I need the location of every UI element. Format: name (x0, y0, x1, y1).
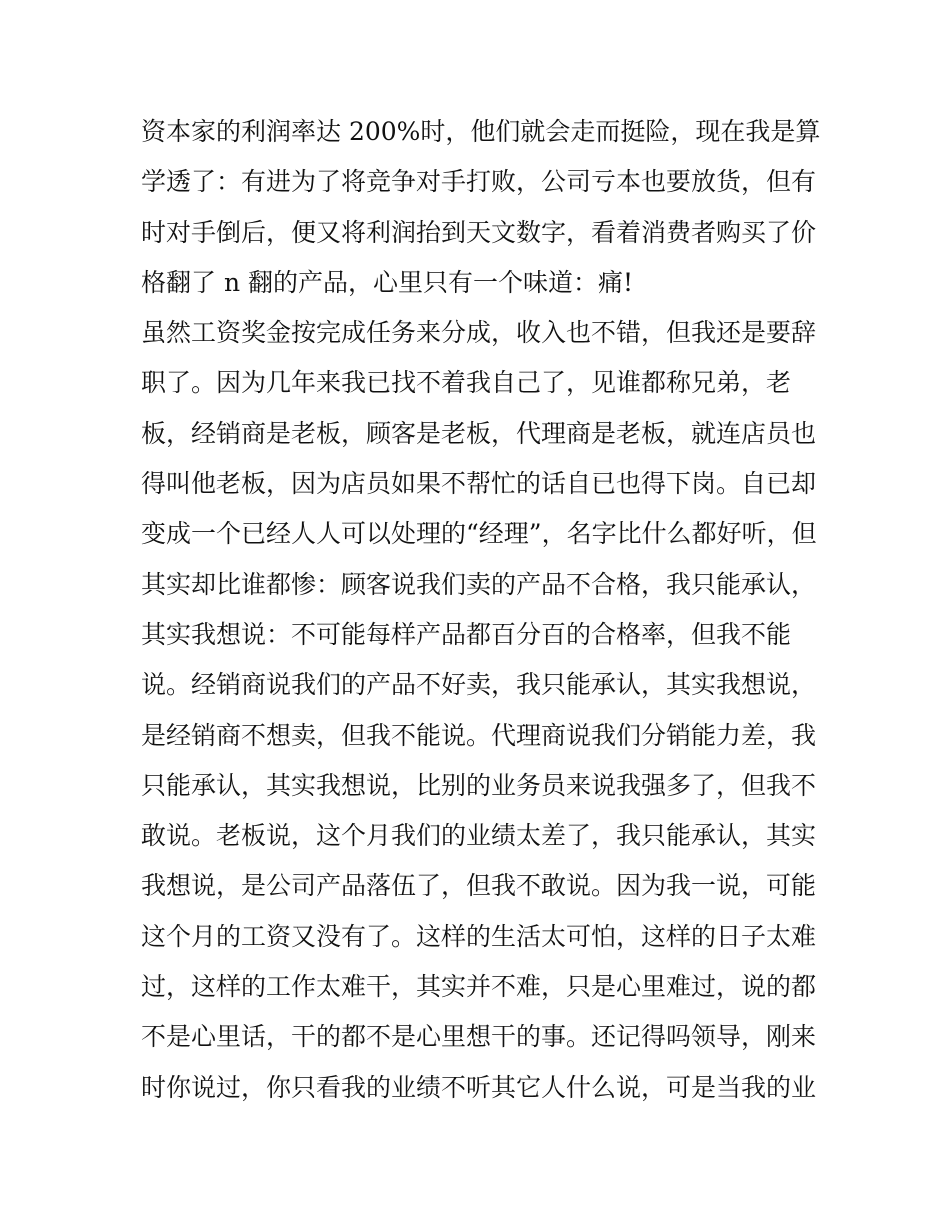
text-line: 变成一个已经人人可以处理的“经理”，名字比什么都好听，但 (141, 519, 817, 549)
text-line: 时对手倒后，便又将利润抬到天文数字，看着消费者购买了价 (141, 217, 817, 247)
text-line: 虽然工资奖金按完成任务来分成，收入也不错，但我还是要辞 (141, 318, 817, 348)
text-line: 敢说。老板说，这个月我们的业绩太差了，我只能承认，其实 (141, 821, 817, 851)
text-line: 这个月的工资又没有了。这样的生活太可怕，这样的日子太难 (141, 921, 817, 951)
text-line: 我想说，是公司产品落伍了，但我不敢说。因为我一说，可能 (141, 871, 817, 901)
text-line: 职了。因为几年来我已找不着我自己了，见谁都称兄弟，老 (141, 368, 792, 398)
text-line: 时你说过，你只看我的业绩不听其它人什么说，可是当我的业 (141, 1072, 817, 1102)
text-line: 过，这样的工作太难干，其实并不难，只是心里难过，说的都 (141, 972, 817, 1002)
text-line: 只能承认，其实我想说，比别的业务员来说我强多了，但我不 (141, 770, 817, 800)
text-line: 说。经销商说我们的产品不好卖，我只能承认，其实我想说， (141, 670, 817, 700)
text-line: 得叫他老板，因为店员如果不帮忙的话自已也得下岗。自已却 (141, 469, 817, 499)
text-line: 其实却比谁都惨：顾客说我们卖的产品不合格，我只能承认， (141, 569, 817, 599)
text-line: 格翻了 n 翻的产品，心里只有一个味道：痛! (141, 267, 634, 297)
document-body (141, 107, 821, 1113)
text-line: 板，经销商是老板，顾客是老板，代理商是老板，就连店员也 (141, 418, 817, 448)
text-line: 其实我想说：不可能每样产品都百分百的合格率，但我不能 (141, 619, 792, 649)
text-line: 不是心里话，干的都不是心里想干的事。还记得吗领导，刚来 (141, 1022, 817, 1052)
text-line: 资本家的利润率达 200%时，他们就会走而挺险，现在我是算 (141, 117, 821, 146)
text-line: 学透了：有进为了将竞争对手打败，公司亏本也要放货，但有 (141, 167, 817, 197)
text-line: 是经销商不想卖，但我不能说。代理商说我们分销能力差，我 (141, 720, 817, 750)
